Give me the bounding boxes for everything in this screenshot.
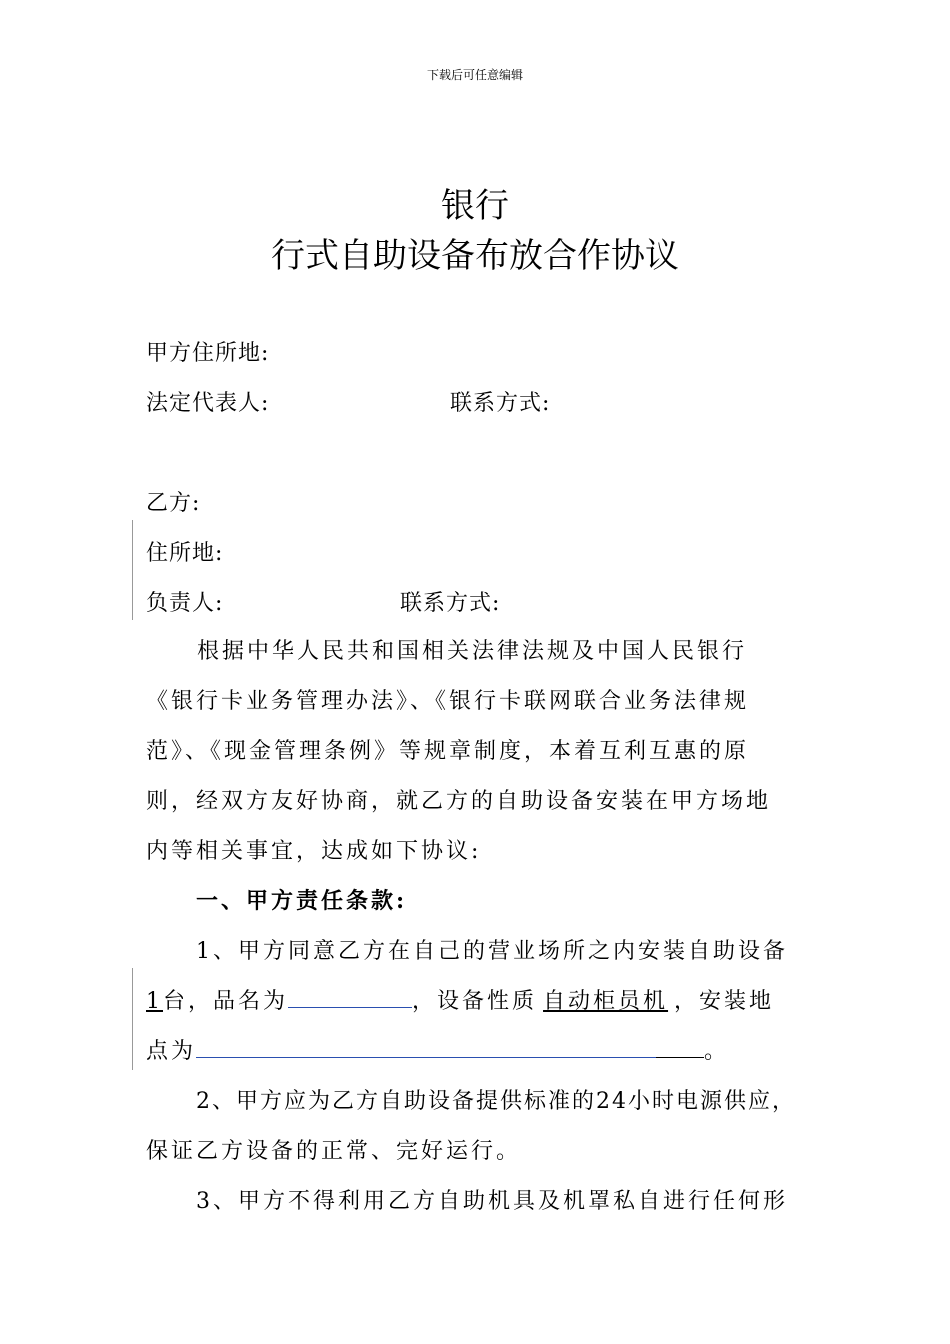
clause-3-line-1: 3、甲方不得利用乙方自助机具及机罩私自进行任何形 — [196, 1189, 788, 1214]
preamble-line-1: 根据中华人民共和国相关法律法规及中国人民银行 — [172, 639, 748, 664]
clause-1-line-3 — [146, 1034, 806, 1065]
preamble-line-3: 范》、《现金管理条例》等规章制度，本着互利互惠的原 — [146, 739, 750, 764]
party-b-label: 乙方: — [146, 491, 201, 516]
revision-mark — [132, 968, 133, 1070]
section-1-heading: 一、甲方责任条款: — [196, 888, 408, 914]
party-b-address-label: 住所地: — [146, 541, 224, 566]
preamble-line-4: 则，经双方友好协商，就乙方的自助设备安装在甲方场地 — [146, 789, 772, 814]
document-title-line1: 银行 — [441, 186, 509, 226]
preamble-line-5: 内等相关事宜，达成如下协议: — [146, 839, 482, 864]
clause-1-line-1: 1、甲方同意乙方在自己的营业场所之内安装自助设备 — [196, 939, 788, 964]
revision-mark — [132, 520, 133, 620]
clause-1-end: 。 — [704, 1039, 730, 1064]
clause-2-line-1: 2、甲方应为乙方自助设备提供标准的24小时电源供应， — [196, 1089, 796, 1114]
clause-1-line-2 — [146, 984, 806, 1015]
install-location-prefix: 点为 — [146, 1039, 197, 1064]
device-quantity-suffix: 台，品名为 — [163, 989, 289, 1014]
install-location-blank-tail — [656, 1035, 704, 1058]
party-a-address-label: 甲方住所地: — [146, 341, 270, 366]
party-b-contact-label: 联系方式: — [400, 591, 501, 616]
party-a-contact-label: 联系方式: — [450, 391, 551, 416]
install-location-label: ，安装地 — [674, 989, 775, 1014]
document-title-line2: 行式自助设备布放合作协议 — [271, 236, 679, 276]
device-nature-label: ，设备性质 — [412, 989, 538, 1014]
device-name-blank — [288, 985, 412, 1008]
party-b-person-label: 负责人: — [146, 591, 224, 616]
device-quantity: 1 — [146, 989, 163, 1014]
clause-2-line-2: 保证乙方设备的正常、完好运行。 — [146, 1139, 522, 1164]
device-nature-value: 自动柜员机 — [543, 989, 669, 1014]
preamble-line-2: 《银行卡业务管理办法》、《银行卡联网联合业务法律规 — [146, 689, 750, 714]
header-note: 下载后可任意编辑 — [426, 68, 523, 82]
party-a-rep-label: 法定代表人: — [146, 391, 270, 416]
install-location-blank — [196, 1035, 656, 1058]
